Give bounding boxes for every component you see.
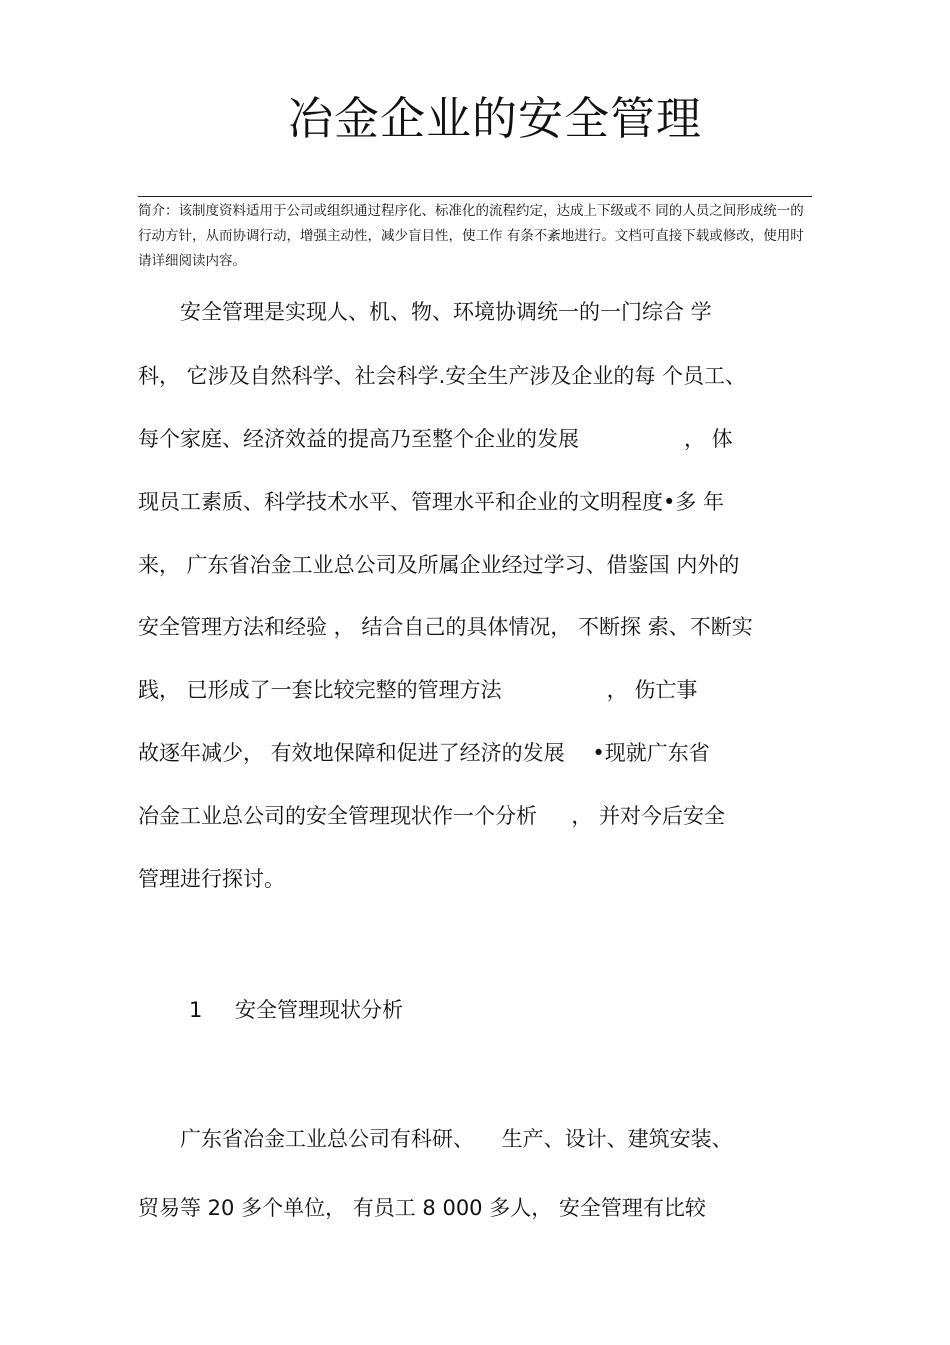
paragraph-line: 故逐年减少， 有效地保障和促进了经济的发展 •现就广东省 xyxy=(138,741,710,765)
paragraph-line: 践， 已形成了一套比较完整的管理方法 ， 伤亡事 xyxy=(138,678,698,702)
paragraph-line: 贸易等 20 多个单位， 有员工 8 000 多人， 安全管理有比较 xyxy=(138,1196,706,1220)
paragraph-line: 冶金工业总公司的安全管理现状作一个分析 ， 并对今后安全 xyxy=(138,804,726,828)
paragraph-line: 每个家庭、经济效益的提高乃至整个企业的发展 ， 体 xyxy=(138,427,733,451)
paragraph-line: 广东省冶金工业总公司有科研、 生产、设计、建筑安装、 xyxy=(138,1127,733,1151)
summary-divider xyxy=(138,196,812,197)
paragraph-line: 安全管理方法和经验 ， 结合自己的具体情况， 不断探 索、不断实 xyxy=(138,615,753,639)
paragraph-line: 安全管理是实现人、机、物、环境协调统一的一门综合 学 xyxy=(138,300,712,324)
paragraph-line: 来， 广东省冶金工业总公司及所属企业经过学习、借鉴国 内外的 xyxy=(138,553,740,577)
section-number: 1 xyxy=(189,998,203,1022)
paragraph-line: 科， 它涉及自然科学、社会科学.安全生产涉及企业的每 个员工、 xyxy=(138,364,747,388)
section-heading xyxy=(189,996,403,1024)
document-summary: 简介：该制度资料适用于公司或组织通过程序化、标准化的流程约定，达成上下级或不 同的人员之间形成统一的行动方针，从而协调行动，增强主动性，减少盲目性，使工作 有条不紊地进行。文档可直接下载或修改，使用时请详细阅读内容。 xyxy=(138,203,804,269)
paragraph-line: 现员工素质、科学技术水平、管理水平和企业的文明程度•多 年 xyxy=(138,490,725,514)
document-title: 冶金企业的安全管理 xyxy=(287,92,702,145)
paragraph-line: 管理进行探讨。 xyxy=(138,867,285,891)
section-title: 安全管理现状分析 xyxy=(235,998,403,1022)
